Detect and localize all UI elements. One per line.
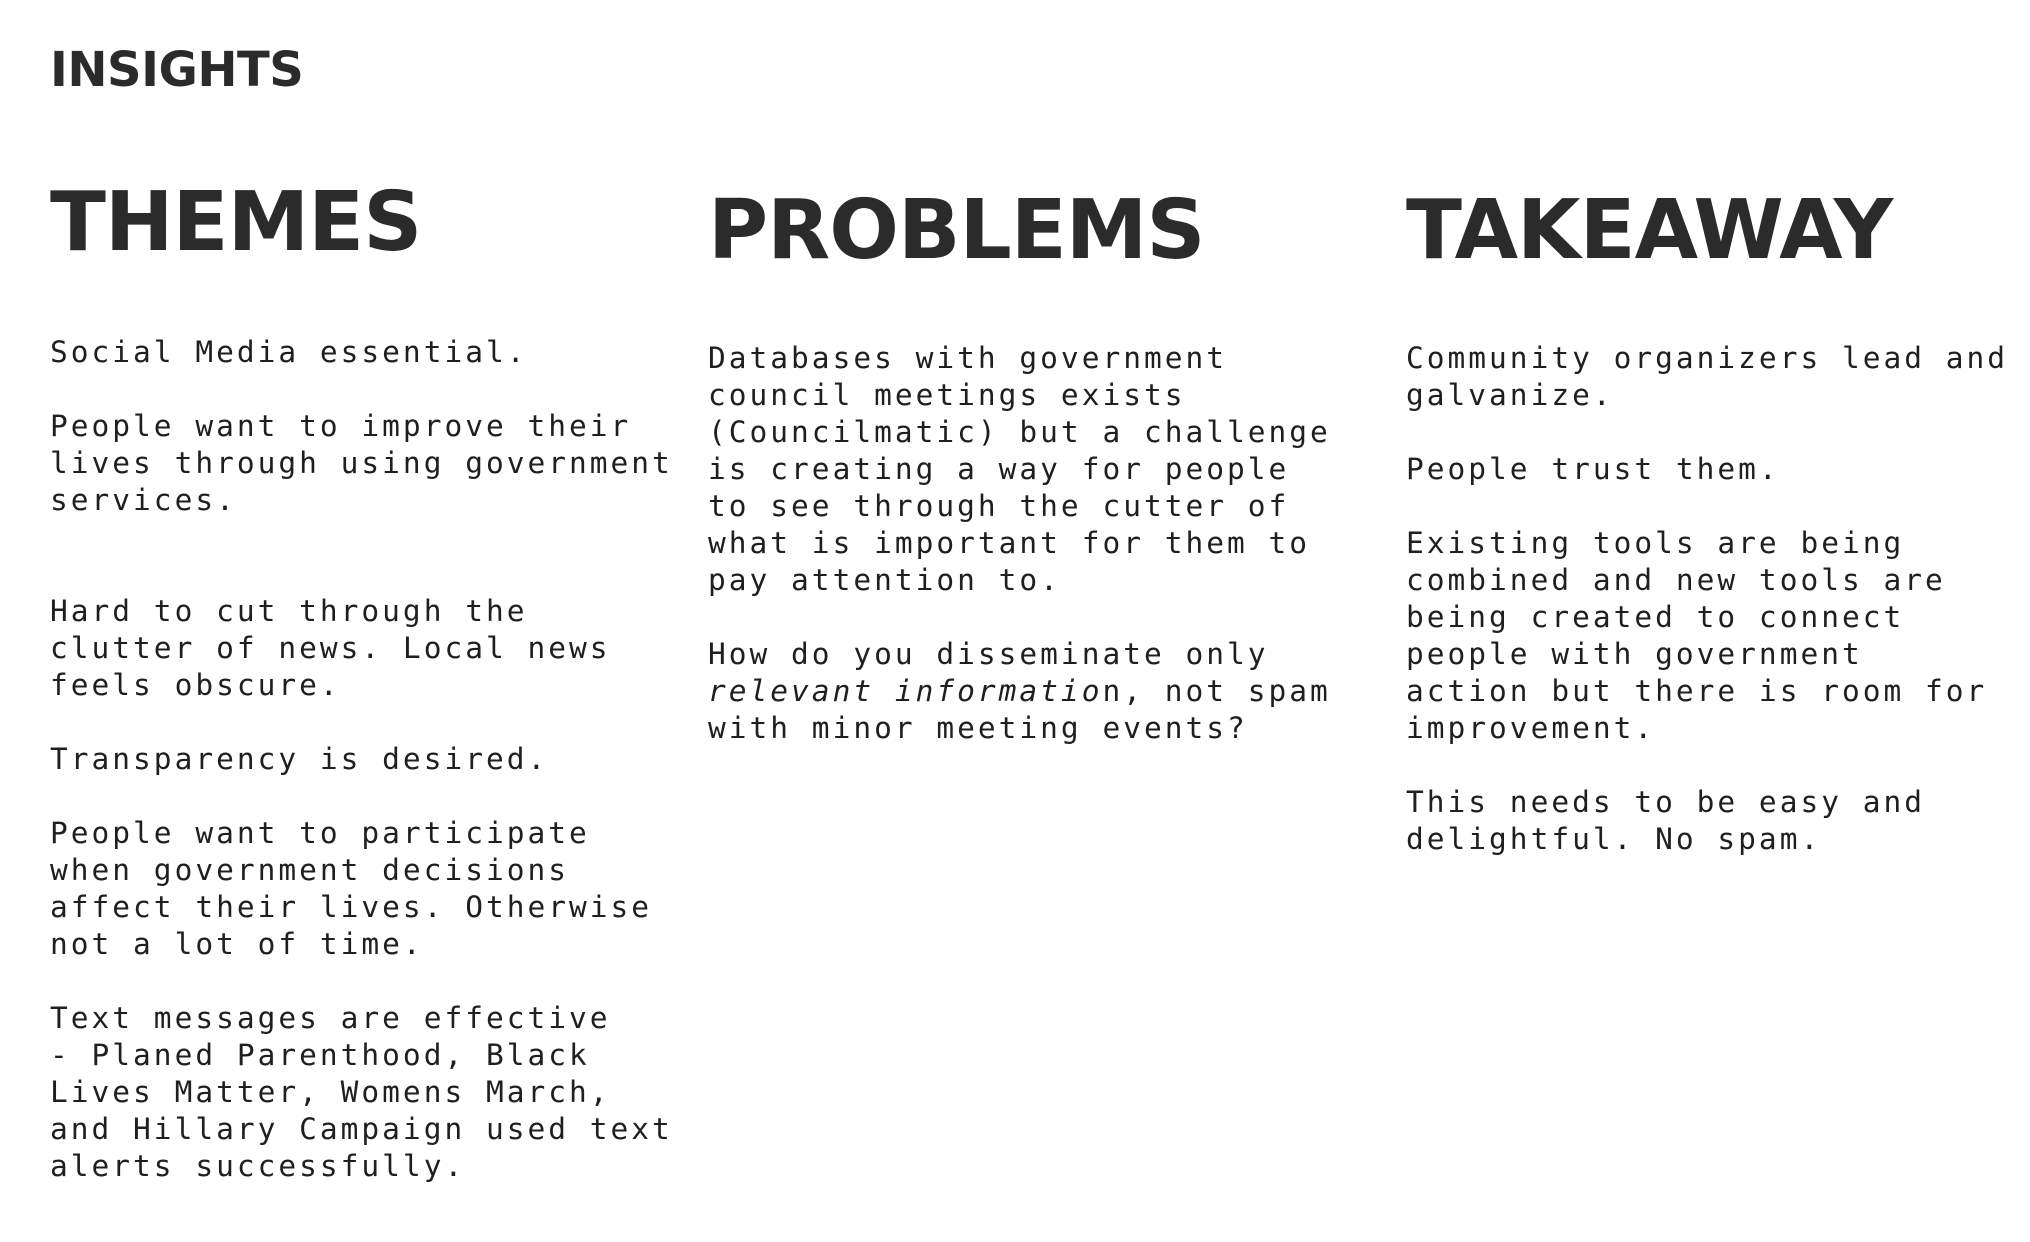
themes-paragraph-social-media: Social Media essential. bbox=[50, 335, 528, 369]
themes-heading: THEMES bbox=[50, 175, 422, 270]
problems-heading: PROBLEMS bbox=[708, 183, 1205, 278]
page-title: INSIGHTS bbox=[50, 42, 304, 98]
problems-relevant-information-emphasis: relevant informatio bbox=[708, 674, 1103, 708]
problems-disseminate-line1: How do you disseminate only bbox=[708, 637, 1269, 671]
themes-paragraph-transparency: Transparency is desired. bbox=[50, 742, 549, 776]
themes-paragraph-participate: People want to participate when government decisions affect their lives. Otherwise not a lot of time. bbox=[50, 816, 653, 961]
problems-disseminate-after-emphasis: n, not spam bbox=[1102, 674, 1331, 708]
takeaway-body bbox=[1406, 340, 2030, 858]
takeaway-heading: TAKEAWAY bbox=[1406, 183, 1893, 278]
problems-body bbox=[708, 340, 1348, 747]
problems-paragraph-databases: Databases with government council meetings exists (Councilmatic) but a challenge is creating a way for people to see through the cutter of what is important for them to pay attention to. bbox=[708, 341, 1331, 597]
problems-disseminate-line3: with minor meeting events? bbox=[708, 711, 1248, 745]
themes-paragraph-improve-lives: People want to improve their lives through using government services. bbox=[50, 409, 673, 517]
takeaway-paragraph-organizers: Community organizers lead and galvanize. bbox=[1406, 341, 2009, 412]
problems-paragraph-disseminate bbox=[708, 636, 1348, 747]
takeaway-paragraph-easy: This needs to be easy and delightful. No spam. bbox=[1406, 785, 1926, 856]
takeaway-paragraph-tools: Existing tools are being combined and new tools are being created to connect people with government action but there is room for improvement. bbox=[1406, 526, 1988, 745]
takeaway-paragraph-trust: People trust them. bbox=[1406, 452, 1780, 486]
themes-body bbox=[50, 334, 690, 1185]
themes-paragraph-text-messages: Text messages are effective - Planed Parenthood, Black Lives Matter, Womens March, and Hillary Campaign used text alerts successfully. bbox=[50, 1001, 673, 1183]
themes-paragraph-clutter: Hard to cut through the clutter of news. Local news feels obscure. bbox=[50, 594, 611, 702]
